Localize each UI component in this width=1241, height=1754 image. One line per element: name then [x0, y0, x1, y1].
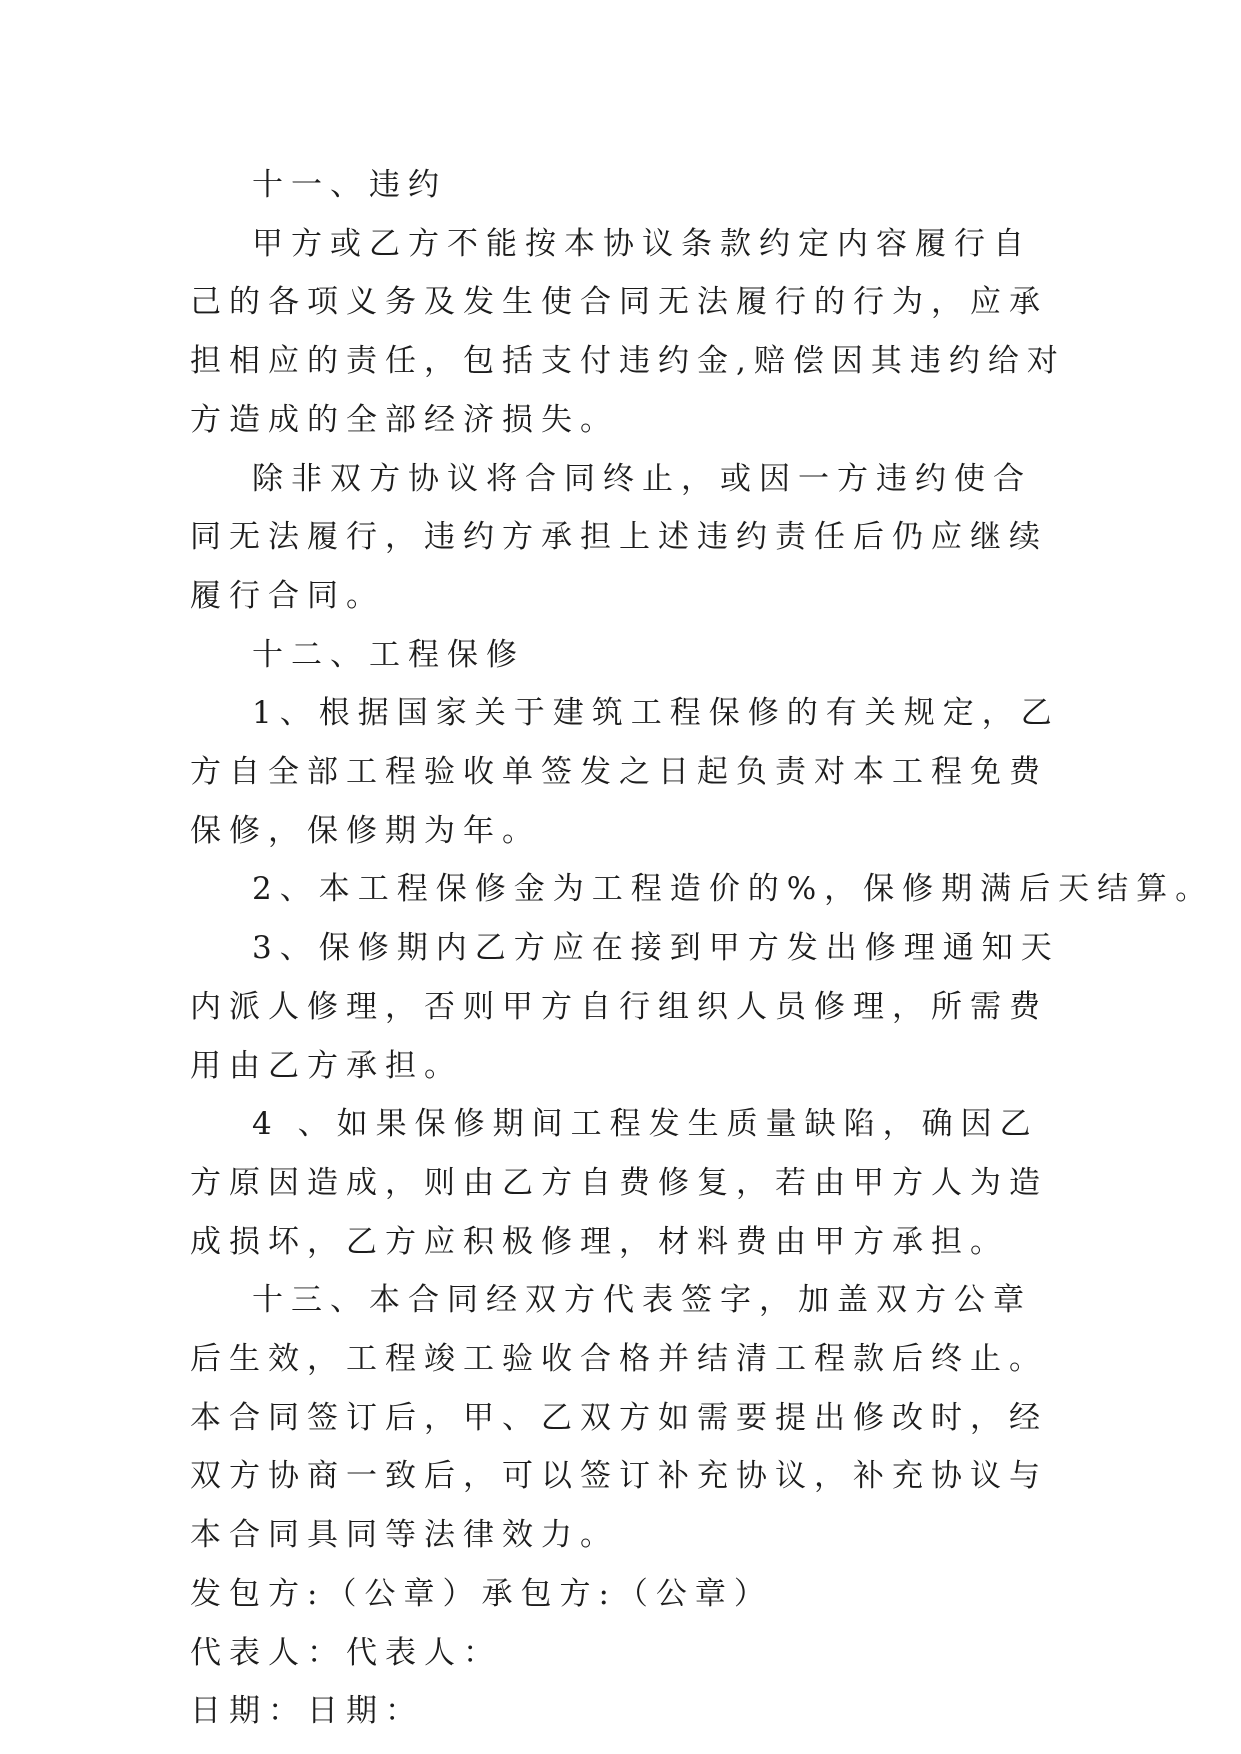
signature-parties-line: 发包方:（公章）承包方:（公章）	[190, 1575, 773, 1612]
section-12-heading: 十二、工程保修	[252, 636, 525, 673]
section-11-paragraph-2: 除非双方协议将合同终止，或因一方违约使合同无法履行，违约方承担上述违约责任后仍应继续履行合同。	[190, 460, 1048, 614]
document-body	[190, 156, 1215, 1741]
section-12-clause-4: 4 、如果保修期间工程发生质量缺陷，确因乙方原因造成，则由乙方自费修复，若由甲方人为造成损坏，乙方应积极修理，材料费由甲方承担。	[190, 1106, 1048, 1260]
section-12-clause-3: 3、保修期内乙方应在接到甲方发出修理通知天内派人修理，否则甲方自行组织人员修理，所需费用由乙方承担。	[190, 930, 1060, 1084]
section-11-heading: 十一、违约	[252, 167, 447, 203]
signature-dates-line: 日期：日期：	[190, 1693, 424, 1730]
section-13-paragraph: 十三、本合同经双方代表签字，加盖双方公章后生效，工程竣工验收合格并结清工程款后终止。本合同签订后，甲、乙双方如需要提出修改时，经双方协商一致后，可以签订补充协议，补充协议与本合同具同等法律效力。	[190, 1282, 1048, 1554]
section-11-paragraph-1: 甲方或乙方不能按本协议条款约定内容履行自己的各项义务及发生使合同无法履行的行为，应承担相应的责任，包括支付违约金,赔偿因其违约给对方造成的全部经济损失。	[190, 225, 1066, 438]
section-12-clause-2: 2、本工程保修金为工程造价的%，保修期满后天结算。	[252, 871, 1215, 908]
section-12-clause-1: 1、根据国家关于建筑工程保修的有关规定，乙方自全部工程验收单签发之日起负责对本工程免费保修，保修期为年。	[190, 695, 1060, 849]
signature-representatives-line: 代表人：代表人：	[190, 1634, 502, 1671]
